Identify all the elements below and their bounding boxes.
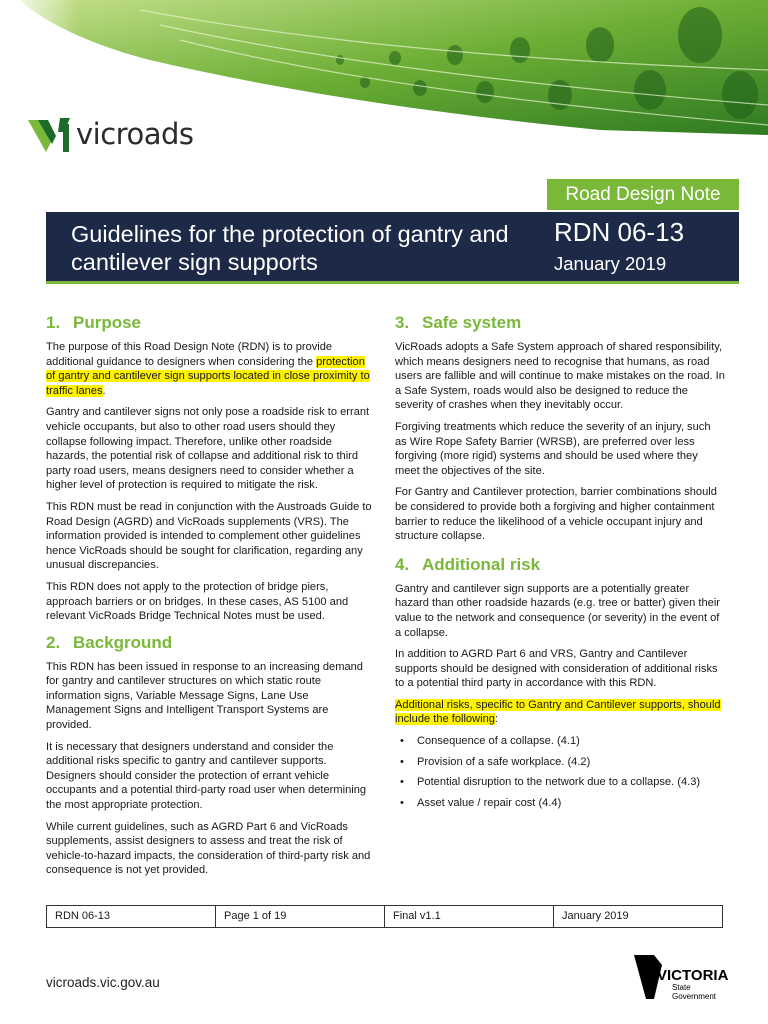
- footer-page-number: Page 1 of 19: [216, 906, 385, 927]
- document-date: January 2019: [554, 253, 667, 274]
- section-heading-additional-risk: 4. Additional risk: [395, 554, 541, 574]
- vicroads-logo: [26, 112, 193, 156]
- section-heading-safe-system: 3. Safe system: [395, 313, 522, 332]
- right-column: [395, 312, 725, 816]
- footer-info-table: [46, 905, 723, 928]
- gov-logo-line3: Government: [672, 992, 717, 1001]
- list-item: • Potential disruption to the network due to a collapse. (4.3): [395, 775, 725, 790]
- document-number: RDN 06-13: [554, 217, 685, 247]
- section-heading-background: 2. Background: [46, 632, 173, 652]
- additional-risk-paragraph-2: In addition to AGRD Part 6 and VRS, Gantry and Cantilever supports should be designed with consideration of additional risks to a potential third party in accordance with this RDN.: [395, 648, 718, 690]
- vicroads-chevron-icon: [26, 114, 72, 154]
- list-item: • Asset value / repair cost (4.4): [395, 796, 725, 811]
- footer-version: Final v1.1: [385, 906, 554, 927]
- highlighted-text: Additional risks, specific to Gantry and Cantilever supports, should include the following: [395, 698, 721, 726]
- safe-system-paragraph-1: VicRoads adopts a Safe System approach of shared responsibility, which means designers need to recognise that humans, as road users are fallible and will continue to make mistakes on the road. In a Safe System, roads would also be designed to reduce the severity of crashes when they inevitably occur.: [395, 341, 725, 412]
- purpose-paragraph-2: Gantry and cantilever signs not only pose a roadside risk to errant vehicle occupants, but also to other road users should they collapse following impact. Therefore, unlike other roadside hazards, the potential risk of collapse and additional risk to third party road users, means designers need to consider whether a higher level of protection is required to mitigate the risk.: [46, 406, 370, 492]
- section-heading-purpose: 1. Purpose: [46, 313, 142, 332]
- background-paragraph-1: This RDN has been issued in response to an increasing demand for gantry and cantilever structures on which static route information signs, Variable Message Signs, Lane Use Management Signs and Intelligent Transport Systems are provided.: [46, 660, 363, 732]
- additional-risk-paragraph-1: Gantry and cantilever sign supports are a potentially greater hazard than other roadside hazards (e.g. tree or batter) given their value to the network and consequence (or severity) in the event of a collapse.: [395, 582, 720, 639]
- website-url: vicroads.vic.gov.au: [46, 975, 160, 990]
- background-paragraph-2: It is necessary that designers understand and consider the additional risks specific to gantry and cantilever supports. Designers should consider the protection of errant vehicle occupants and a potential third-party road user when determining the most appropriate protection.: [46, 740, 367, 812]
- footer-date: January 2019: [562, 910, 629, 922]
- series-label: Road Design Note: [547, 179, 739, 210]
- footer-doc-number: RDN 06-13: [47, 906, 216, 927]
- left-column: [46, 312, 376, 885]
- purpose-paragraph-4: This RDN does not apply to the protection of bridge piers, approach barriers or on bridges. In these cases, AS 5100 and relevant VicRoads Bridge Technical Notes must be used.: [46, 580, 349, 623]
- background-paragraph-3: While current guidelines, such as AGRD Part 6 and VicRoads supplements, assist designers to assess and treat the risk of vehicle-to-hazard impacts, the consideration of third-party risk and consequence is not yet provided.: [46, 820, 371, 877]
- gov-logo-line1: VICTORIA: [657, 967, 728, 984]
- safe-system-paragraph-3: For Gantry and Cantilever protection, barrier combinations should be considered to provide both a forgiving and higher containment barrier to reduce the likelihood of a vehicle occupant injury and structure collapse.: [395, 486, 717, 543]
- highlighted-text: protection of gantry and cantilever sign supports located in close proximity to traffic lanes: [46, 355, 370, 397]
- additional-risk-list: [395, 734, 725, 810]
- purpose-paragraph-3: This RDN must be read in conjunction with the Austroads Guide to Road Design (AGRD) and VicRoads supplements (VRS). The information provided is intended to complement other guidelines hence VicRoads should be sought for clarification, regarding any unusual discrepancies.: [46, 500, 372, 572]
- document-title: Guidelines for the protection of gantry and cantilever sign supports: [71, 221, 509, 275]
- gov-logo-line2: State: [672, 983, 691, 992]
- list-item: • Provision of a safe workplace. (4.2): [395, 755, 725, 770]
- additional-risk-paragraph-3: Additional risks, specific to Gantry and Cantilever supports, should include the following:: [395, 698, 721, 726]
- purpose-paragraph-1: The purpose of this Road Design Note (RDN) is to provide additional guidance to designers when considering the protection of gantry and cantilever sign supports located in close proximity to traffic lanes.: [46, 341, 370, 397]
- list-item: • Consequence of a collapse. (4.1): [395, 734, 725, 749]
- safe-system-paragraph-2: Forgiving treatments which reduce the severity of an injury, such as Wire Rope Safety Barrier (WRSB), are preferred over less forgiving (more rigid) systems and should be used where they meet the objectives of the site.: [395, 420, 711, 477]
- vicroads-wordmark: vicroads: [76, 117, 194, 151]
- title-bar: [46, 212, 739, 284]
- victoria-government-logo: [632, 953, 728, 1001]
